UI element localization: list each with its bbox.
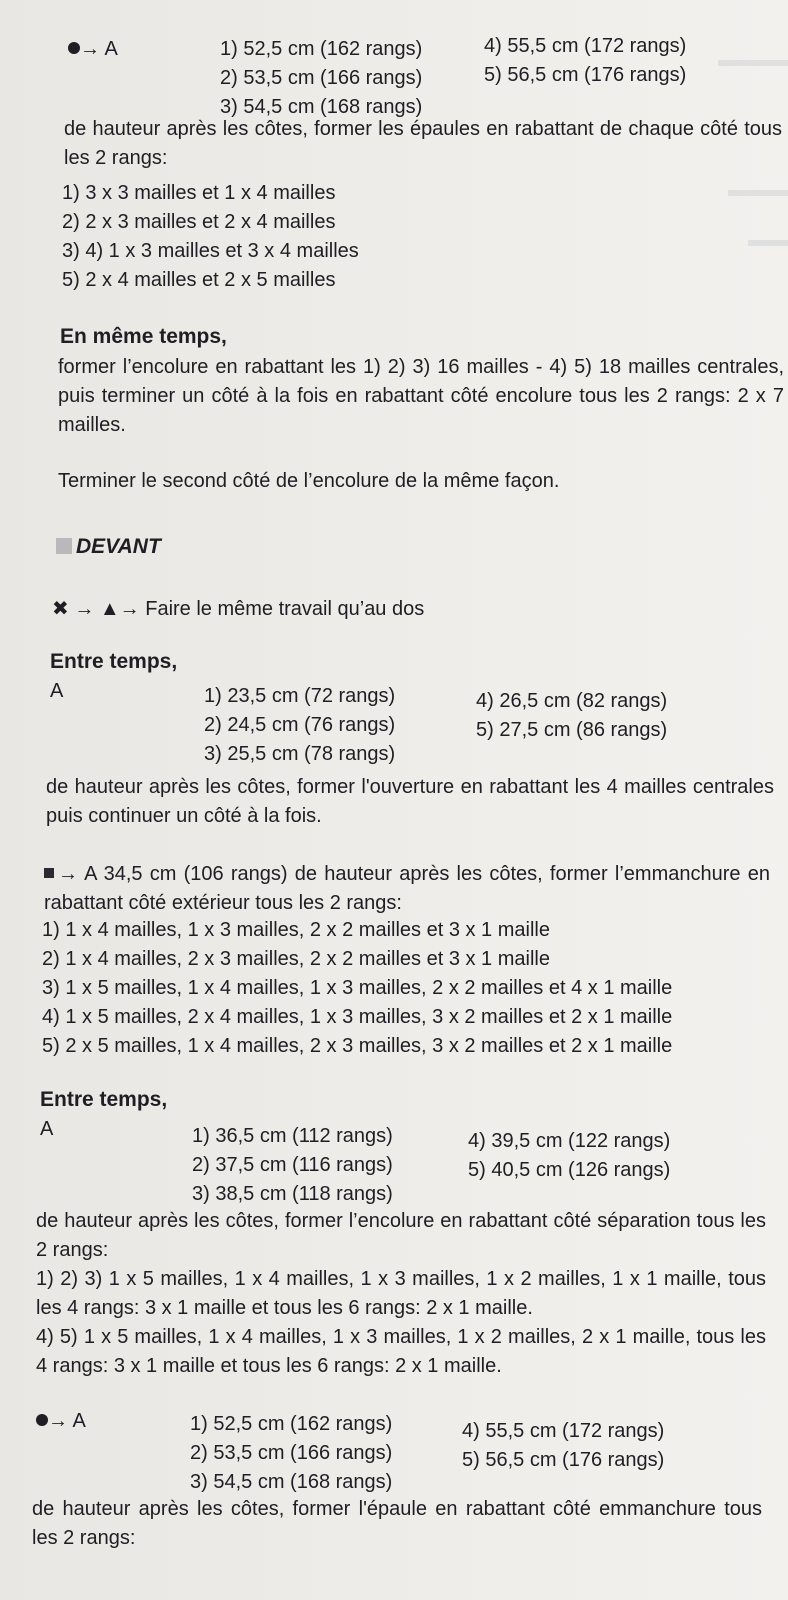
devant-marker-line: ✖ → ▲→ Faire le même travail qu’au dos bbox=[52, 598, 425, 620]
emmanchure-step-1: 1) 1 x 4 mailles, 1 x 3 mailles, 2 x 2 mailles et 3 x 1 maille bbox=[42, 919, 550, 941]
dos-step-2: 2) 2 x 3 mailles et 2 x 4 mailles bbox=[62, 211, 336, 233]
dos-step-4: 5) 2 x 4 mailles et 2 x 5 mailles bbox=[62, 269, 336, 291]
size-4: 4) 55,5 cm (172 rangs) bbox=[484, 35, 687, 57]
emmanchure-step-2: 2) 1 x 4 mailles, 2 x 3 mailles, 2 x 2 mailles et 3 x 1 maille bbox=[42, 948, 550, 970]
emmanchure-step-5: 5) 2 x 5 mailles, 1 x 4 mailles, 2 x 3 mailles, 3 x 2 mailles et 2 x 1 maille bbox=[42, 1035, 673, 1057]
size-1: 1) 52,5 cm (162 rangs) bbox=[220, 38, 423, 60]
encolure-sizes-45: 4) 5) 1 x 5 mailles, 1 x 4 mailles, 1 x 3 mailles, 1 x 2 mailles, 2 x 1 maille, tous les 4 rangs: 3 x 1 maille et tous les 6 rangs: 2 x 1 maille. bbox=[36, 1326, 766, 1377]
epaule-text: de hauteur après les côtes, former l'épaule en rabattant côté emmanchure tous les 2 rangs: bbox=[32, 1498, 762, 1549]
size-3: 3) 38,5 cm (118 rangs) bbox=[192, 1183, 393, 1205]
marker-a: A bbox=[50, 680, 64, 702]
encolure-sizes-123: 1) 2) 3) 1 x 5 mailles, 1 x 4 mailles, 1 x 3 mailles, 1 x 2 mailles, 1 x 1 maille, tous les 4 rangs: 3 x 1 maille et tous les 6 rangs: 2 x 1 maille. bbox=[36, 1268, 766, 1319]
size-2: 2) 24,5 cm (76 rangs) bbox=[204, 714, 396, 736]
bullet-marker: → A bbox=[68, 38, 118, 61]
second-side-text: Terminer le second côté de l’encolure de la même façon. bbox=[58, 470, 560, 492]
size-5: 5) 56,5 cm (176 rangs) bbox=[484, 64, 687, 86]
size-4: 4) 55,5 cm (172 rangs) bbox=[462, 1420, 665, 1442]
section-heading: Entre temps, bbox=[50, 650, 178, 673]
size-1: 1) 23,5 cm (72 rangs) bbox=[204, 685, 396, 707]
size-3: 3) 54,5 cm (168 rangs) bbox=[190, 1471, 393, 1493]
dark-square-icon bbox=[44, 868, 54, 878]
section-heading: En même temps, bbox=[60, 325, 227, 348]
dos-step-3: 3) 4) 1 x 3 mailles et 3 x 4 mailles bbox=[62, 240, 359, 262]
devant-title: DEVANT bbox=[56, 535, 161, 559]
encolure-text: former l’encolure en rabattant les 1) 2) 3) 16 mailles - 4) 5) 18 mailles centrales, puis terminer un côté à la fois en rabattant côté encolure tous les 2 rangs: 2 x 7 mailles. bbox=[58, 356, 784, 436]
grey-square-icon bbox=[56, 538, 72, 554]
facing-page-shadow bbox=[728, 190, 788, 196]
size-4: 4) 26,5 cm (82 rangs) bbox=[476, 690, 668, 712]
size-5: 5) 40,5 cm (126 rangs) bbox=[468, 1159, 671, 1181]
dos-epaules-intro: de hauteur après les côtes, former les épaules en rabattant de chaque côté tous les 2 rangs: bbox=[64, 118, 782, 169]
emmanchure-text: → A 34,5 cm (106 rangs) de hauteur après les côtes, former l’emmanchure en rabattant côté extérieur tous les 2 rangs: bbox=[44, 863, 770, 914]
facing-page-shadow bbox=[718, 60, 788, 66]
section-heading: Entre temps, bbox=[40, 1088, 168, 1111]
size-4: 4) 39,5 cm (122 rangs) bbox=[468, 1130, 671, 1152]
size-1: 1) 36,5 cm (112 rangs) bbox=[192, 1125, 393, 1147]
bullet-dot-icon bbox=[68, 42, 80, 54]
size-5: 5) 56,5 cm (176 rangs) bbox=[462, 1449, 665, 1471]
size-5: 5) 27,5 cm (86 rangs) bbox=[476, 719, 668, 741]
emmanchure-step-3: 3) 1 x 5 mailles, 1 x 4 mailles, 1 x 3 mailles, 2 x 2 mailles et 4 x 1 maille bbox=[42, 977, 673, 999]
size-2: 2) 53,5 cm (166 rangs) bbox=[190, 1442, 393, 1464]
marker-a: A bbox=[40, 1118, 54, 1140]
size-2: 2) 37,5 cm (116 rangs) bbox=[192, 1154, 393, 1176]
dos-step-1: 1) 3 x 3 mailles et 1 x 4 mailles bbox=[62, 182, 336, 204]
size-2: 2) 53,5 cm (166 rangs) bbox=[220, 67, 423, 89]
encolure-devant-text: de hauteur après les côtes, former l’encolure en rabattant côté séparation tous les 2 rangs: bbox=[36, 1210, 766, 1261]
ouverture-text: de hauteur après les côtes, former l'ouverture en rabattant les 4 mailles centrales puis continuer un côté à la fois. bbox=[46, 776, 774, 827]
size-1: 1) 52,5 cm (162 rangs) bbox=[190, 1413, 393, 1435]
size-3: 3) 25,5 cm (78 rangs) bbox=[204, 743, 396, 765]
size-3: 3) 54,5 cm (168 rangs) bbox=[220, 96, 423, 118]
facing-page-shadow bbox=[748, 240, 788, 246]
emmanchure-step-4: 4) 1 x 5 mailles, 2 x 4 mailles, 1 x 3 mailles, 3 x 2 mailles et 2 x 1 maille bbox=[42, 1006, 673, 1028]
bullet-marker: → A bbox=[36, 1410, 86, 1433]
bullet-dot-icon bbox=[36, 1414, 48, 1426]
